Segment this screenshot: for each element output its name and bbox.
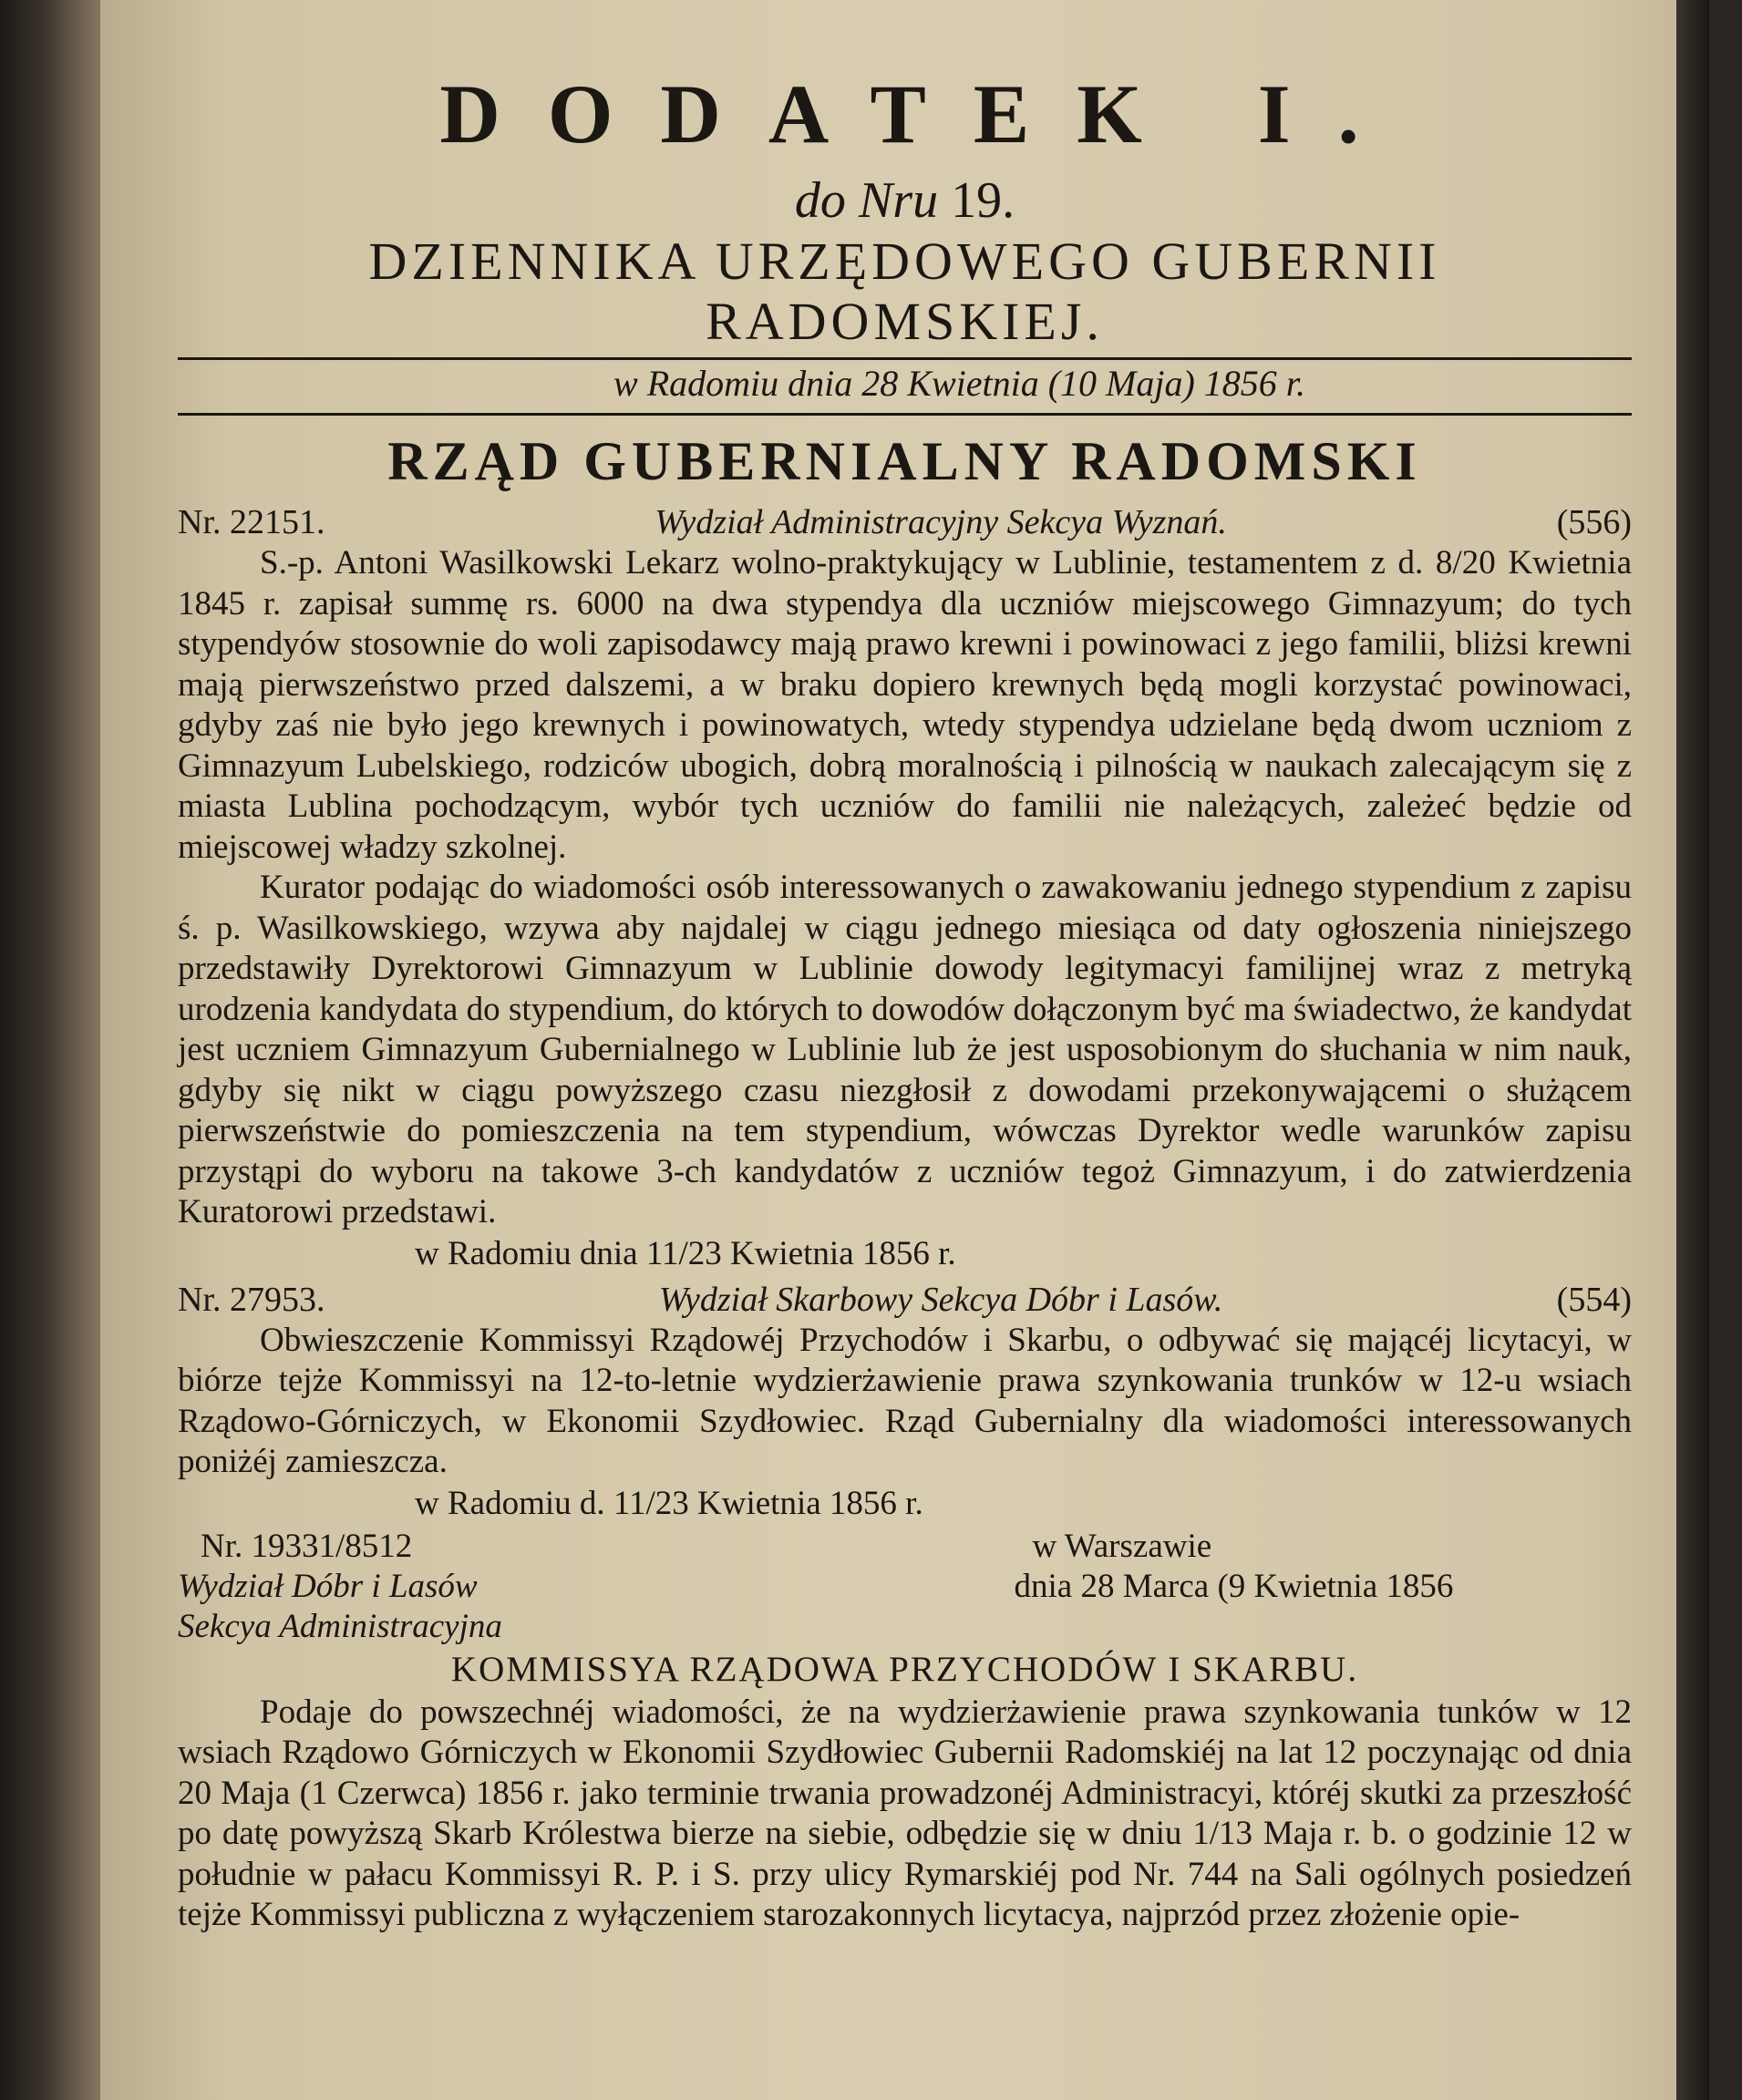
issue-prefix: do Nru — [794, 172, 939, 229]
book-spine — [0, 0, 109, 2100]
entry-header — [178, 1279, 1632, 1321]
decree-number: Nr. 19331/8512 — [201, 1527, 413, 1565]
dateline-prefix: w Radomiu dnia — [613, 363, 853, 404]
decree-header — [178, 1527, 1632, 1647]
entry-paragraph: Kurator podając do wiadomości osób interessowanych o zawakowaniu jednego stypendium z zapisu ś. p. Wasilkowskiego, wzywa aby najdalej w ciągu jednego miesiąca od daty ogłoszenia niniejszego przedstawiły Dyrektorowi Gimnazyum w Lublinie dowody legitymacyi familijnej wraz z metryką urodzenia kandydata do stypendium, do których to dowodów dołączonym być ma świadectwo, że kandydat jest uczniem Gimnazyum Gubernialnego w Lublinie lub że jest usposobionym do słuchania w nim nauk, gdyby się nikt w ciągu powyższego czasu niezgłosił z dowodami przekonywającemi o służącem pierwszeństwie do pomieszczenia na tem stypendium, wówczas Dyrektor wedle warunków zapisu przystąpi do wyboru na takowe 3-ch kandydatów z uczniów tegoż Gimnazyum, i do zatwierdzenia Kuratorowi przedstawi. — [178, 869, 1632, 1230]
decree-place: w Warszawie — [1032, 1527, 1212, 1565]
header-rule-bottom — [178, 413, 1632, 416]
entry-department: Wydział Skarbowy Sekcya Dóbr i Lasów. — [658, 1280, 1223, 1319]
entry-number: Nr. 27953. — [178, 1280, 325, 1319]
decree-department: Wydział Dóbr i Lasów — [178, 1567, 478, 1605]
publication-dateline — [178, 360, 1632, 407]
entry-reference: (554) — [1556, 1280, 1632, 1319]
entry-paragraph: Obwieszczenie Kommissyi Rządowéj Przychodów i Skarbu, o odbywać się mającéj licytacyi, w biórze tejże Kommissyi na 12-to-letnie wydzierżawienie prawa szynkowania trunków w 12-u wsiach Rządowo-Górniczych, w Ekonomii Szydłowiec. Rząd Gubernialny dla wiadomości interessowanych poniżéj zamieszcza. — [178, 1321, 1632, 1480]
issue-line — [178, 171, 1632, 230]
commission-heading: KOMMISSYA RZĄDOWA PRZYCHODÓW I SKARBU. — [450, 1649, 1359, 1689]
page-edge — [1676, 0, 1709, 2100]
page-content — [178, 64, 1632, 1936]
document-page — [100, 0, 1709, 2100]
entry-department: Wydział Administracyjny Sekcya Wyznań. — [655, 503, 1227, 541]
dateline-date: 28 Kwietnia (10 Maja) 1856 r. — [861, 363, 1305, 404]
journal-name: DZIENNIKA URZĘDOWEGO GUBERNII RADOMSKIEJ. — [368, 232, 1441, 351]
entry-header — [178, 501, 1632, 543]
decree-date: dnia 28 Marca (9 Kwietnia 1856 — [1014, 1567, 1454, 1605]
decree-paragraph: Podaje do powszechnéj wiadomości, że na wydzierżawienie prawa szynkowania tunków w 12 wsiach Rządowo Górniczych w Ekonomii Szydłowiec Gubernii Radomskiéj na lat 12 poczynając od dnia 20 Maja (1 Czerwca) 1856 r. jako terminie trwania prowadzonéj Administracyi, któréj skutki za przeszłość po datę powyższą Skarb Królestwa bierze na siebie, odbędzie się w dniu 1/13 Maja r. b. o godzinie 12 w południe w pałacu Kommissyi R. P. i S. przy ulicy Rymarskiéj pod Nr. 744 na Sali ogólnych posiedzeń tejże Kommissyi publiczna z wyłączeniem starozakonnych licytacya, najprzód przez złożenie opie- — [178, 1693, 1632, 1933]
entry-reference: (556) — [1556, 503, 1632, 541]
entry-paragraph: S.-p. Antoni Wasilkowski Lekarz wolno-praktykujący w Lublinie, testamentem z d. 8/20 Kwietnia 1845 r. zapisał summę rs. 6000 na dwa stypendya dla uczniów miejscowego Gimnazyum; do tych stypendyów stosownie do woli zapisodawcy mają prawo krewni i powinowaci z jego familii, bliżsi krewni mają pierwszeństwo przed dalszemi, a w braku dopiero krewnych będą mogli korzystać powinowaci, gdyby zaś nie było jego krewnych i powinowatych, wtedy stypendya udzielane będą dwom uczniom z Gimnazyum Lubelskiego, rodziców ubogich, dobrą moralnością i pilnością w naukach zalecającym się z miasta Lublina pochodzącym, wybór tych uczniów do familii nie należących, zależeć będzie od miejscowej władzy szkolnej. — [178, 544, 1632, 866]
entry-place-date: w Radomiu d. 11/23 Kwietnia 1856 r. — [415, 1484, 923, 1522]
entry-place-date: w Radomiu dnia 11/23 Kwietnia 1856 r. — [415, 1234, 956, 1272]
authority-heading: RZĄD GUBERNIALNY RADOMSKI — [387, 431, 1422, 491]
issue-number: 19. — [951, 172, 1015, 229]
entry-number: Nr. 22151. — [178, 503, 325, 541]
page-title: DODATEK I. — [439, 67, 1407, 160]
decree-section: Sekcya Administracyjna — [178, 1607, 502, 1645]
